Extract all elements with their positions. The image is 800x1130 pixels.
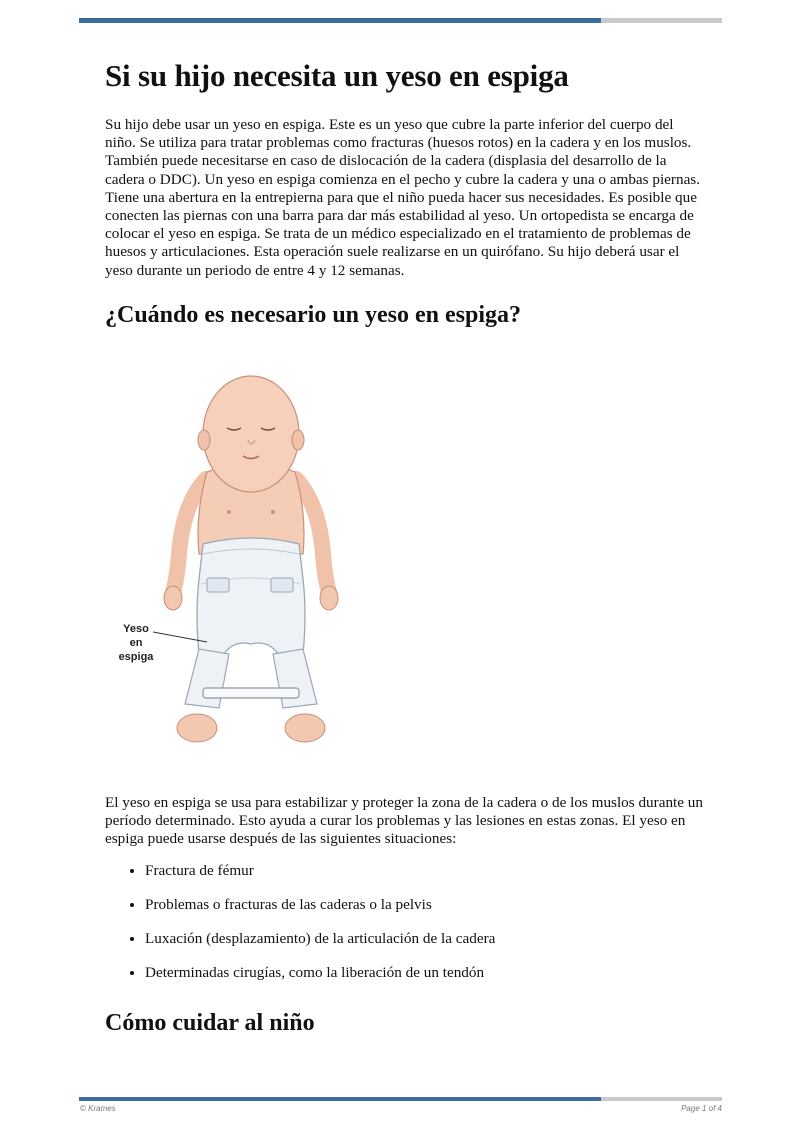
list-item: • Determinadas cirugías, como la liberación de un tendón [145, 964, 705, 982]
cast-label-line1: Yeso [123, 622, 149, 635]
document-content [105, 56, 705, 1038]
situations-list [105, 862, 705, 982]
spica-cast-illustration [111, 354, 391, 764]
list-item: • Problemas o fracturas de las caderas o la pelvis [145, 896, 705, 914]
cast-label-line3: espiga [118, 650, 154, 663]
baby-in-spica-cast-image [111, 354, 391, 764]
cast-label-line2: en [129, 636, 143, 649]
intro-paragraph: Su hijo debe usar un yeso en espiga. Este es un yeso que cubre la parte inferior del cuerpo del niño. Se utiliza para tratar problemas como fracturas (huesos rotos) en la cadera y en los muslos. También puede necesitarse en caso de dislocación de la cadera (displasia del desarrollo de la cadera o DDC). Un yeso en espiga comienza en el pecho y cubre la cadera y una o ambas piernas. Tiene una abertura en la entrepierna para que el niño pueda hacer sus necesidades. Es posible que conecten las piernas con una barra para dar más estabilidad al yeso. Un ortopedista se encarga de colocar el yeso en espiga. Se trata de un médico especializado en el tratamiento de problemas de huesos y articulaciones. Esta operación suele realizarse en un quirófano. Su hijo deberá usar el yeso durante un periodo de entre 4 y 12 semanas. [105, 116, 701, 279]
section-heading-when: ¿Cuándo es necesario un yeso en espiga? [105, 301, 522, 328]
header-progress-bar [79, 18, 722, 23]
section-heading-care: Cómo cuidar al niño [105, 1010, 315, 1037]
footer-copyright: © Krames [80, 1104, 116, 1113]
list-item: • Luxación (desplazamiento) de la articulación de la cadera [145, 930, 705, 948]
footer-page-number: Page 1 of 4 [681, 1104, 722, 1113]
header-progress-fill [79, 18, 601, 23]
section2-paragraph: El yeso en espiga se usa para estabilizar y proteger la zona de la cadera o de los muslos durante un período determinado. Esto ayuda a curar los problemas y las lesiones en estas zonas. El yeso en espiga puede usarse después de las siguientes situaciones: [105, 793, 703, 848]
footer-progress-fill [79, 1097, 601, 1101]
cast-label [114, 622, 158, 664]
list-item: • Fractura de fémur [145, 862, 705, 880]
page-title: Si su hijo necesita un yeso en espiga [105, 58, 569, 93]
footer-progress-bar [79, 1097, 722, 1101]
